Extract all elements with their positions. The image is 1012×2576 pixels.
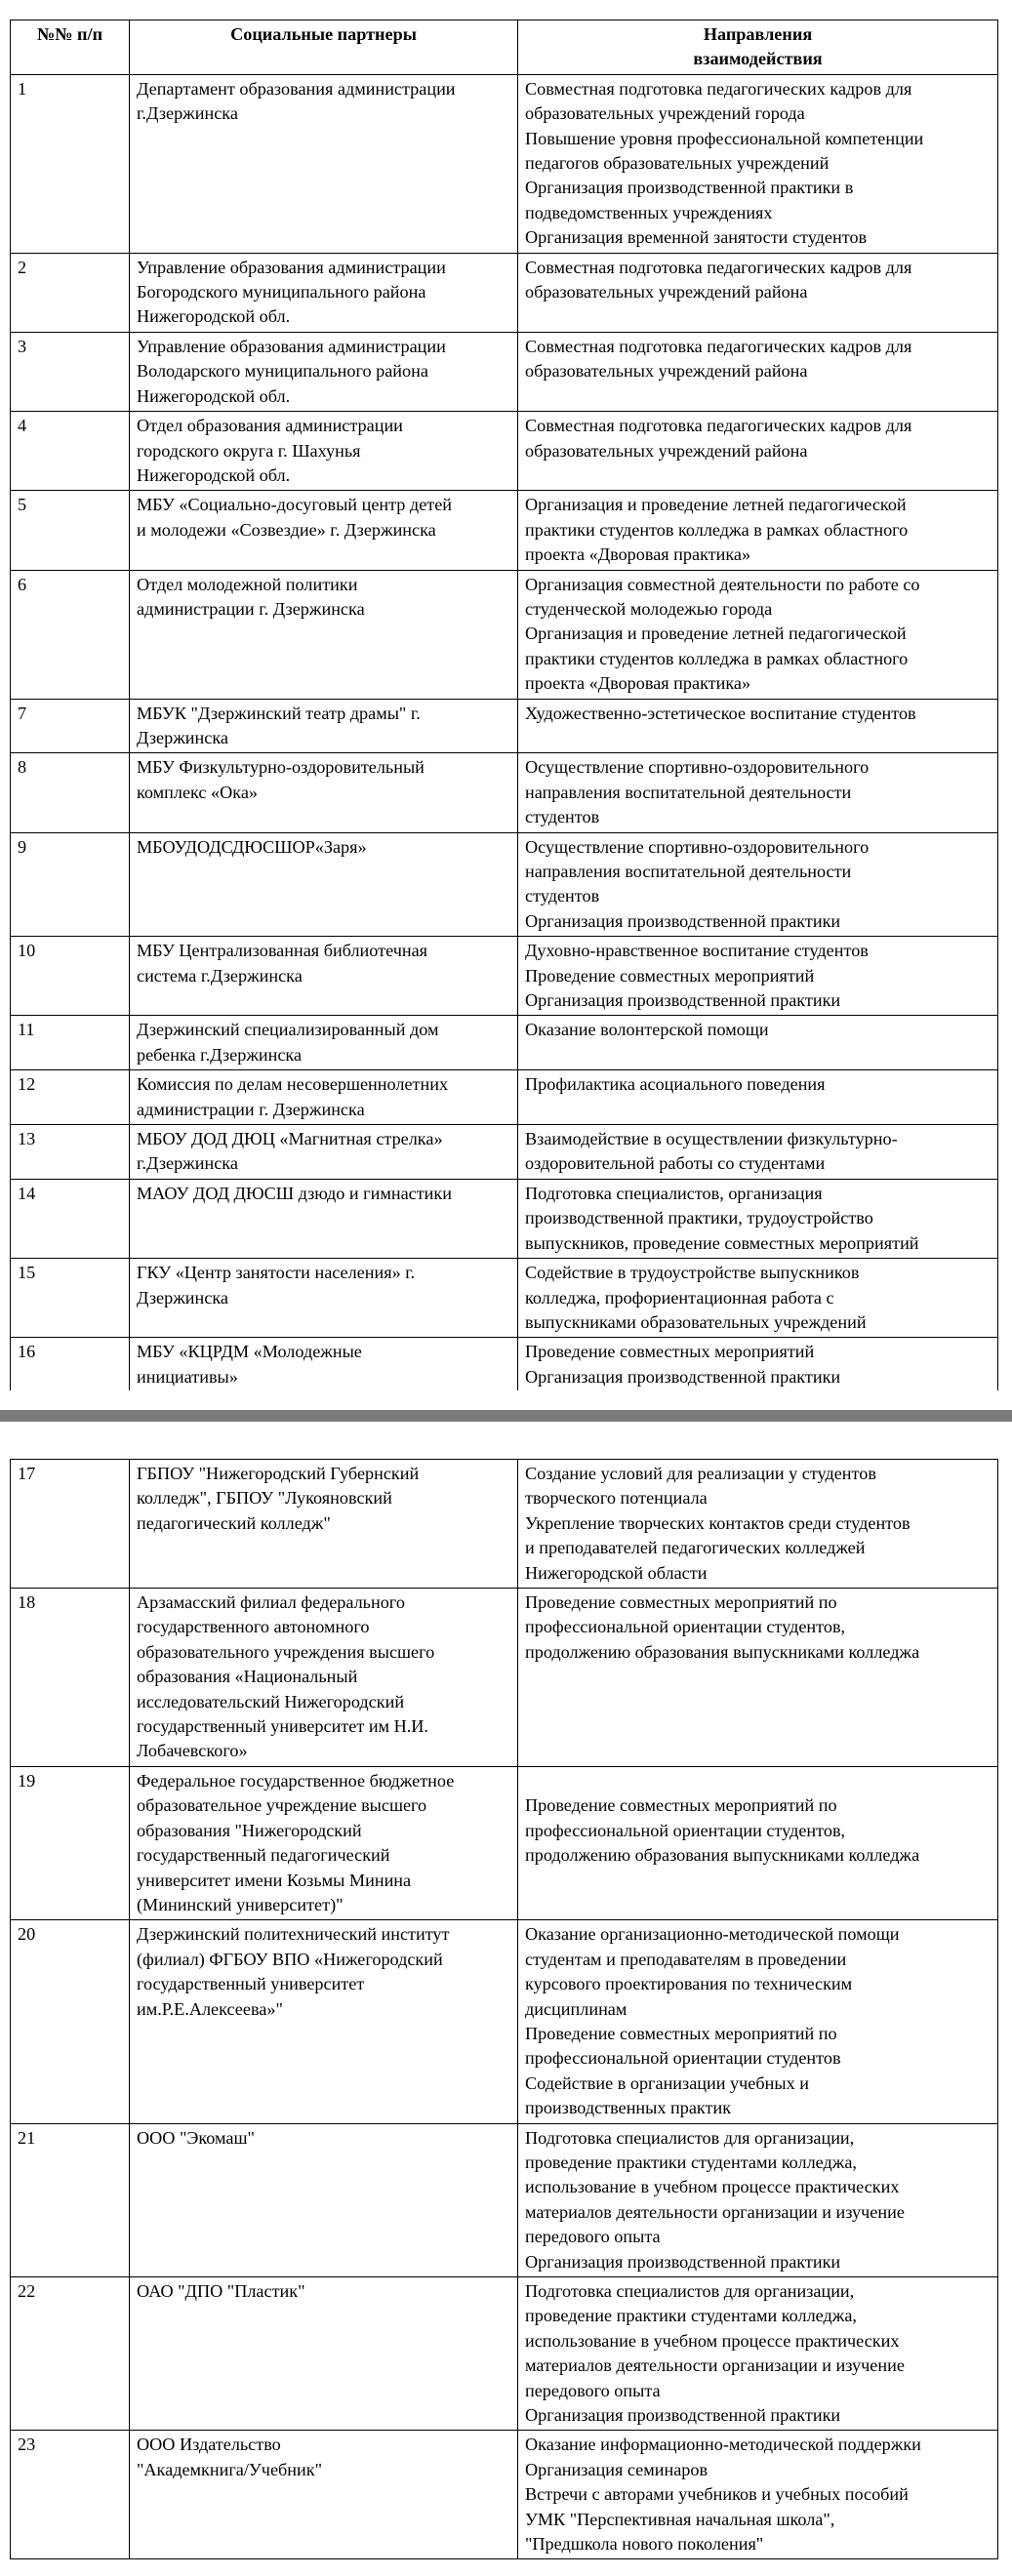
- cell-text-line: колледжа, профориентационная работа с: [525, 1287, 834, 1308]
- table-row: [11, 2431, 998, 2559]
- partner-name: [130, 1338, 518, 1392]
- cell-text-line: комплекс «Ока»: [137, 782, 259, 802]
- cell-text-line: Социальные партнеры: [230, 24, 417, 44]
- cell-text-line: Проведение совместных мероприятий по: [525, 1795, 837, 1816]
- partner-name: [130, 332, 518, 411]
- partner-name: [130, 699, 518, 753]
- cell-text-line: Федеральное государственное бюджетное: [137, 1770, 455, 1791]
- partner-name: [130, 570, 518, 699]
- partner-name: [130, 1125, 518, 1180]
- table-row: [11, 1338, 998, 1392]
- cell-text-line: Дзержинский политехнический институт: [137, 1924, 450, 1945]
- header-number: [11, 20, 130, 75]
- row-number: 8: [11, 753, 130, 832]
- partner-name: [130, 2431, 518, 2559]
- interaction-directions: [518, 1766, 998, 1919]
- cell-text-line: образовательного учреждения высшего: [137, 1641, 435, 1662]
- cell-text-line: Встречи с авторами учебников и учебных пособий: [525, 2484, 909, 2505]
- table-row: [11, 1179, 998, 1258]
- partner-name: [130, 1460, 518, 1589]
- cell-text-line: Организация совместной деятельности по работе со: [525, 574, 920, 594]
- cell-text-line: Нижегородской обл.: [137, 385, 291, 406]
- cell-text-line: Взаимодействие в осуществлении физкультурно-: [525, 1129, 898, 1149]
- cell-text-line: колледж", ГБПОУ "Лукояновский: [137, 1488, 392, 1509]
- partner-name: [130, 753, 518, 832]
- cell-text-line: Нижегородской обл.: [137, 306, 291, 327]
- cell-text-line: Проведение совместных мероприятий: [525, 1342, 815, 1362]
- cell-text-line: Совместная подготовка педагогических кадров для: [525, 336, 912, 356]
- cell-text-line: ГБПОУ "Нижегородский Губернский: [137, 1464, 420, 1483]
- cell-text-line: Проведение совместных мероприятий: [525, 965, 815, 986]
- cell-text-line: Оказание информационно-методической поддержки: [525, 2435, 921, 2455]
- row-number: 17: [11, 1460, 130, 1589]
- cell-text-line: Департамент образования администрации: [137, 78, 456, 99]
- cell-text-line: Организация семинаров: [525, 2459, 708, 2479]
- table-row: [11, 1589, 998, 1767]
- cell-text-line: Создание условий для реализации у студентов: [525, 1464, 876, 1483]
- interaction-directions: [518, 1259, 998, 1338]
- interaction-directions: [518, 1338, 998, 1392]
- cell-text-line: передового опыта: [525, 2380, 661, 2400]
- cell-text-line: материалов деятельности организации и изучение: [525, 2201, 905, 2222]
- cell-text-line: Володарского муниципального района: [137, 361, 428, 382]
- cell-text-line: ОАО "ДПО "Пластик": [137, 2281, 305, 2301]
- cell-text-line: Дзержинска: [137, 1287, 228, 1308]
- interaction-directions: [518, 1125, 998, 1180]
- cell-text-line: Управление образования администрации: [137, 257, 446, 277]
- cell-text-line: Подготовка специалистов для организации,: [525, 2127, 855, 2148]
- row-number: 14: [11, 1179, 130, 1258]
- cell-text-line: Нижегородской области: [525, 1562, 708, 1583]
- cell-text-line: проекта «Дворовая практика»: [525, 544, 751, 565]
- header-partners: [130, 20, 518, 75]
- interaction-directions: [518, 1460, 998, 1589]
- cell-text-line: Оказание организационно-методической помощи: [525, 1924, 900, 1945]
- cell-text-line: передового опыта: [525, 2227, 661, 2247]
- cell-text-line: Организация производственной практики: [525, 990, 841, 1011]
- cell-text-line: Проведение совместных мероприятий по: [525, 2023, 837, 2043]
- cell-text-line: образования "Нижегородский: [137, 1820, 362, 1840]
- cell-text-line: Осуществление спортивно-оздоровительного: [525, 757, 870, 778]
- cell-text-line: практики студентов колледжа в рамках областного: [525, 519, 909, 540]
- cell-text-line: Лобачевского»: [137, 1741, 248, 1761]
- cell-text-line: образовательных учреждений района: [525, 440, 808, 461]
- partner-name: [130, 74, 518, 253]
- interaction-directions: [518, 74, 998, 253]
- partner-name: [130, 2277, 518, 2431]
- cell-text-line: студентов: [525, 886, 600, 906]
- interaction-directions: [518, 753, 998, 832]
- cell-text-line: МБУ Физкультурно-оздоровительный: [137, 757, 425, 778]
- partner-name: [130, 253, 518, 332]
- row-number: 11: [11, 1016, 130, 1070]
- interaction-directions: [518, 491, 998, 570]
- cell-text-line: система г.Дзержинска: [137, 965, 303, 986]
- cell-text-line: образовательное учреждение высшего: [137, 1795, 427, 1816]
- cell-text-line: МБОУ ДОД ДЮЦ «Магнитная стрелка»: [137, 1129, 443, 1149]
- interaction-directions: [518, 570, 998, 699]
- cell-text-line: продолжению образования выпускниками колледжа: [525, 1845, 920, 1866]
- cell-text-line: материалов деятельности организации и изучение: [525, 2355, 905, 2376]
- cell-text-line: ООО "Экомаш": [137, 2127, 255, 2148]
- partner-name: [130, 937, 518, 1016]
- interaction-directions: [518, 2277, 998, 2431]
- interaction-directions: [518, 2431, 998, 2559]
- table-row: [11, 253, 998, 332]
- table-row: [11, 1125, 998, 1180]
- partner-name: [130, 491, 518, 570]
- cell-text-line: образовательных учреждений района: [525, 361, 808, 382]
- cell-text-line: Организация временной занятости студентов: [525, 227, 868, 248]
- row-number: 1: [11, 74, 130, 253]
- cell-text-line: направления воспитательной деятельности: [525, 782, 852, 802]
- row-number: 15: [11, 1259, 130, 1338]
- cell-text-line: Осуществление спортивно-оздоровительного: [525, 836, 870, 857]
- table-row: [11, 753, 998, 832]
- cell-text-line: образовательных учреждений города: [525, 103, 805, 124]
- cell-text-line: МАОУ ДОД ДЮСШ дзюдо и гимнастики: [137, 1183, 452, 1203]
- cell-text-line: инициативы»: [137, 1366, 238, 1387]
- cell-text-line: (Мининский университет)": [137, 1894, 344, 1914]
- table-row: [11, 2123, 998, 2276]
- cell-text-line: производственной практики, трудоустройство: [525, 1208, 873, 1228]
- cell-text-line: "Предшкола нового поколения": [525, 2534, 764, 2555]
- cell-text-line: Организация производственной практики: [525, 910, 841, 931]
- cell-text-line: государственный педагогический: [137, 1845, 390, 1866]
- cell-text-line: Богородского муниципального района: [137, 282, 426, 302]
- cell-text-line: профессиональной ориентации студентов,: [525, 1617, 846, 1637]
- cell-text-line: ребенка г.Дзержинска: [137, 1044, 303, 1065]
- cell-text-line: университет имени Козьмы Минина: [137, 1870, 412, 1890]
- cell-text-line: образования «Национальный: [137, 1667, 358, 1687]
- cell-text-line: МБУК "Дзержинский театр драмы" г.: [137, 703, 421, 723]
- interaction-directions: [518, 1920, 998, 2123]
- table-row: [11, 1766, 998, 1919]
- table-row: [11, 832, 998, 937]
- cell-text-line: Совместная подготовка педагогических кадров для: [525, 257, 912, 277]
- page-separator: [0, 1390, 1012, 1433]
- cell-text-line: профессиональной ориентации студентов: [525, 2048, 841, 2069]
- row-number: 21: [11, 2123, 130, 2276]
- row-number: 4: [11, 412, 130, 491]
- cell-text-line: выпускниками образовательных учреждений: [525, 1311, 867, 1332]
- cell-text-line: студентов: [525, 807, 600, 827]
- cell-text-line: МБОУДОДСДЮСШОР«Заря»: [137, 836, 367, 857]
- cell-text-line: использование в учебном процессе практических: [525, 2177, 900, 2197]
- cell-text-line: Организация и проведение летней педагогической: [525, 495, 907, 515]
- table-row: [11, 1259, 998, 1338]
- cell-text-line: г.Дзержинска: [137, 103, 238, 124]
- row-number: 22: [11, 2277, 130, 2431]
- cell-text-line: МБУ Централизованная библиотечная: [137, 941, 428, 961]
- cell-text-line: Подготовка специалистов для организации,: [525, 2281, 855, 2301]
- interaction-directions: [518, 832, 998, 937]
- row-number: 23: [11, 2431, 130, 2559]
- partners-table-part-1: [10, 20, 998, 1392]
- partner-name: [130, 1016, 518, 1070]
- interaction-directions: [518, 253, 998, 332]
- cell-text-line: педагогический колледж": [137, 1512, 331, 1533]
- cell-text-line: Содействие в организации учебных и: [525, 2073, 809, 2093]
- cell-text-line: студентам и преподавателям в проведении: [525, 1949, 847, 1969]
- row-number: 3: [11, 332, 130, 411]
- partner-name: [130, 1589, 518, 1767]
- cell-text-line: Профилактика асоциального поведения: [525, 1074, 826, 1095]
- cell-text-line: [525, 1769, 991, 1793]
- cell-text-line: Организация производственной практики: [525, 1366, 841, 1387]
- table-header-row: [11, 20, 998, 75]
- cell-text-line: исследовательский Нижегородский: [137, 1691, 405, 1711]
- cell-text-line: УМК "Перспективная начальная школа",: [525, 2509, 835, 2529]
- cell-text-line: педагогов образовательных учреждений: [525, 153, 830, 174]
- cell-text-line: им.Р.Е.Алексеева»": [137, 1998, 283, 2019]
- row-number: 16: [11, 1338, 130, 1392]
- cell-text-line: производственных практик: [525, 2098, 732, 2118]
- table-row: [11, 491, 998, 570]
- cell-text-line: администрации г. Дзержинска: [137, 1099, 365, 1119]
- table-row: [11, 570, 998, 699]
- cell-text-line: и молодежи «Созвездие» г. Дзержинска: [137, 519, 436, 540]
- cell-text-line: ГКУ «Центр занятости населения» г.: [137, 1263, 416, 1283]
- row-number: 20: [11, 1920, 130, 2123]
- cell-text-line: Нижегородской обл.: [137, 464, 291, 485]
- row-number: 10: [11, 937, 130, 1016]
- document-page-2: [0, 1433, 1012, 2576]
- table-row: [11, 412, 998, 491]
- cell-text-line: творческого потенциала: [525, 1488, 708, 1509]
- table-row: [11, 937, 998, 1016]
- cell-text-line: Повышение уровня профессиональной компетенции: [525, 128, 924, 148]
- partner-name: [130, 1179, 518, 1258]
- cell-text-line: Организация и проведение летней педагогической: [525, 624, 907, 644]
- table-row: [11, 332, 998, 411]
- cell-text-line: Направления: [703, 24, 813, 44]
- cell-text-line: (филиал) ФГБОУ ВПО «Нижегородский: [137, 1949, 443, 1969]
- table-row: [11, 1920, 998, 2123]
- cell-text-line: Укрепление творческих контактов среди студентов: [525, 1512, 911, 1533]
- cell-text-line: проведение практики студентами колледжа,: [525, 2306, 857, 2326]
- partner-name: [130, 832, 518, 937]
- cell-text-line: практики студентов колледжа в рамках областного: [525, 648, 909, 668]
- cell-text-line: образовательных учреждений района: [525, 282, 808, 302]
- interaction-directions: [518, 699, 998, 753]
- row-number: 19: [11, 1766, 130, 1919]
- table-row: [11, 2277, 998, 2431]
- cell-text-line: городского округа г. Шахунья: [137, 440, 361, 461]
- partner-name: [130, 1070, 518, 1125]
- row-number: 13: [11, 1125, 130, 1180]
- table-row: [11, 74, 998, 253]
- header-directions: [518, 20, 998, 75]
- cell-text-line: МБУ «КЦРДМ «Молодежные: [137, 1342, 362, 1362]
- cell-text-line: №№ п/п: [36, 24, 103, 44]
- cell-text-line: курсового проектирования по техническим: [525, 1974, 853, 1994]
- cell-text-line: проведение практики студентами колледжа,: [525, 2152, 857, 2172]
- cell-text-line: Совместная подготовка педагогических кадров для: [525, 416, 912, 436]
- cell-text-line: "Академкнига/Учебник": [137, 2459, 322, 2479]
- cell-text-line: проекта «Дворовая практика»: [525, 673, 751, 694]
- cell-text-line: государственного автономного: [137, 1617, 370, 1637]
- cell-text-line: г.Дзержинска: [137, 1153, 238, 1174]
- table-row: [11, 1016, 998, 1070]
- cell-text-line: профессиональной ориентации студентов,: [525, 1820, 846, 1840]
- table-body-page-2: [11, 1460, 998, 2559]
- table-body-page-1: [11, 74, 998, 1391]
- interaction-directions: [518, 1589, 998, 1767]
- cell-text-line: Оказание волонтерской помощи: [525, 1020, 769, 1040]
- cell-text-line: взаимодействия: [693, 49, 823, 69]
- table-row: [11, 1460, 998, 1589]
- cell-text-line: дисциплинам: [525, 1998, 627, 2019]
- cell-text-line: продолжению образования выпускниками колледжа: [525, 1641, 920, 1662]
- cell-text-line: Дзержинский специализированный дом: [137, 1020, 439, 1040]
- partner-name: [130, 1259, 518, 1338]
- interaction-directions: [518, 412, 998, 491]
- partner-name: [130, 1766, 518, 1919]
- cell-text-line: Арзамасский филиал федерального: [137, 1592, 405, 1613]
- cell-text-line: Комиссия по делам несовершеннолетних: [137, 1074, 449, 1095]
- page-separator-bar: [0, 1410, 1012, 1422]
- cell-text-line: направления воспитательной деятельности: [525, 862, 852, 881]
- partner-name: [130, 2123, 518, 2276]
- cell-text-line: Художественно-эстетическое воспитание студентов: [525, 703, 916, 723]
- cell-text-line: Организация производственной практики в: [525, 178, 854, 198]
- cell-text-line: Подготовка специалистов, организация: [525, 1183, 823, 1203]
- row-number: 9: [11, 832, 130, 937]
- row-number: 18: [11, 1589, 130, 1767]
- row-number: 12: [11, 1070, 130, 1125]
- cell-text-line: использование в учебном процессе практических: [525, 2330, 900, 2351]
- partner-name: [130, 412, 518, 491]
- cell-text-line: подведомственных учреждениях: [525, 202, 773, 222]
- interaction-directions: [518, 2123, 998, 2276]
- row-number: 5: [11, 491, 130, 570]
- cell-text-line: администрации г. Дзержинска: [137, 598, 365, 619]
- cell-text-line: Управление образования администрации: [137, 336, 446, 356]
- cell-text-line: Отдел молодежной политики: [137, 574, 358, 594]
- cell-text-line: государственный университет: [137, 1974, 365, 1994]
- table-row: [11, 699, 998, 753]
- interaction-directions: [518, 332, 998, 411]
- cell-text-line: Организация производственной практики: [525, 2405, 841, 2426]
- interaction-directions: [518, 1016, 998, 1070]
- cell-text-line: Организация производственной практики: [525, 2251, 841, 2272]
- cell-text-line: выпускников, проведение совместных мероприятий: [525, 1232, 919, 1253]
- interaction-directions: [518, 1070, 998, 1125]
- cell-text-line: Духовно-нравственное воспитание студентов: [525, 941, 869, 961]
- cell-text-line: Содействие в трудоустройстве выпускников: [525, 1263, 860, 1283]
- cell-text-line: студенческой молодежью города: [525, 598, 773, 619]
- partners-table-part-2: [10, 1459, 998, 2559]
- table-row: [11, 1070, 998, 1125]
- cell-text-line: Совместная подготовка педагогических кадров для: [525, 78, 912, 99]
- cell-text-line: Отдел образования администрации: [137, 416, 403, 436]
- row-number: 2: [11, 253, 130, 332]
- row-number: 6: [11, 570, 130, 699]
- partner-name: [130, 1920, 518, 2123]
- cell-text-line: Дзержинска: [137, 727, 228, 747]
- cell-text-line: Проведение совместных мероприятий по: [525, 1592, 837, 1613]
- cell-text-line: МБУ «Социально-досуговый центр детей: [137, 495, 453, 515]
- cell-text-line: государственный университет им Н.И.: [137, 1716, 428, 1737]
- cell-text-line: и преподавателей педагогических колледжей: [525, 1538, 866, 1558]
- interaction-directions: [518, 1179, 998, 1258]
- cell-text-line: оздоровительной работы со студентами: [525, 1153, 826, 1174]
- cell-text-line: ООО Издательство: [137, 2435, 281, 2455]
- interaction-directions: [518, 937, 998, 1016]
- row-number: 7: [11, 699, 130, 753]
